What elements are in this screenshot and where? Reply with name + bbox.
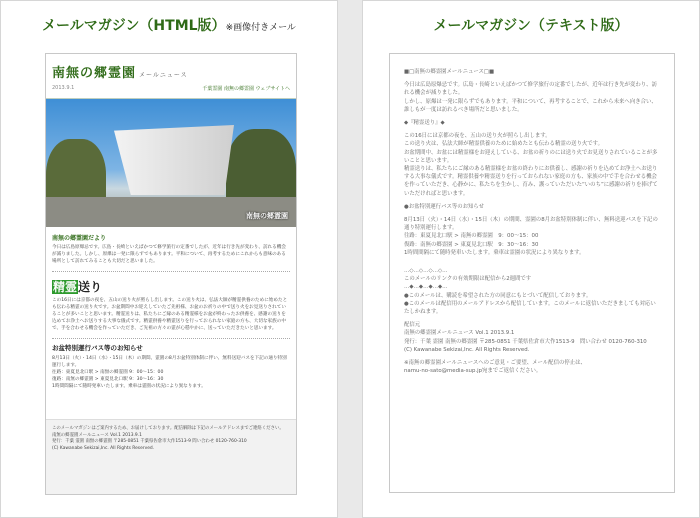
text-line: …◇…◇…◇…◇… bbox=[404, 268, 448, 275]
logo bbox=[52, 62, 188, 81]
text-line: 8月13日（火）・14日（水）・15日（木）の期間、霊園の8月お盆特別体制に伴い、無料送迎バスを下記の通り特別運行します。 bbox=[404, 217, 658, 232]
text-line: ●お盆特別運行バス等のお知らせ bbox=[404, 203, 485, 210]
hero-image bbox=[46, 99, 296, 227]
text-line: 今日は広島原爆忌です。広島・長崎といえばかつて修学旅行の定番でしたが、近年は行き先が変わり、訪れる機会が減りました。 bbox=[404, 82, 657, 97]
monument-shape bbox=[114, 125, 234, 195]
panel-title-note: ※画像付きメール bbox=[225, 23, 296, 33]
text-line: ■□南無の郷霊園メールニュース□■ bbox=[404, 69, 495, 75]
divider bbox=[52, 338, 290, 339]
heading-highlight: 精霊 bbox=[53, 280, 78, 294]
header-link[interactable]: 千葉霊園 南無の郷霊園 ウェブサイトへ bbox=[202, 86, 290, 92]
section-text: 8月13日（火）・14日（水）・15日（木）の期間、霊園の8月お盆特別体制に伴い、無料送迎バスを下記の通り特別運行します。 往路：東夏見北口駅 > 南無の郷霊園 9：00〜15：00 復路：南無の郷霊園 > 東夏見北口駅 9：30〜16：30 1時間間隔にて随時発車いたします。乗車は霊園の状況により異なります。 bbox=[52, 356, 287, 389]
panel-title bbox=[1, 15, 337, 35]
text-line: …◆…◆…◆…◆… bbox=[404, 284, 448, 291]
footer-text: このメールマガジンはご案内するため、お届けしております。配信解除は下記のメールアドレスまでご連絡ください。 南無の郷霊園メールニュース Vol.1 2013.9.1 発行：千葉 霊園 南無の郷霊園 〒285-0851 千葉県佐倉市大作1513-9 問い合わせ 0120-760-310 (C) Kawanabe Sekizai,Inc. All Rights Reserved. bbox=[52, 426, 284, 451]
text-line: ●このメールは配信用のメールアドレスから配信しています。このメールに返信いただきましても対応いたしかねます。 bbox=[404, 300, 656, 316]
text-version-panel bbox=[362, 0, 700, 518]
text-line: お盆期間中、お盆には精霊様をお迎えしている、お盆の祈りのには送り火でお見送りされていることが多いことと思います。 bbox=[404, 149, 658, 164]
text-line: 配信元 bbox=[404, 322, 421, 329]
html-version-panel bbox=[0, 0, 338, 518]
text-line: namu-no-sato@media-sup.jp宛までご返信ください。 bbox=[404, 368, 542, 375]
panel-title: メールマガジン（テキスト版） bbox=[433, 18, 629, 34]
section-text: 今日は広島原爆忌です。広島・長崎といえばかつて修学旅行の定番でしたが、近年は行き先が変わり、訪れる機会が減りました。しかし、原爆は一発に限らずでもあります。平和について、再考するためにこれからも意味のある場所として訪れてみることも大切だと思いました。 bbox=[52, 245, 286, 264]
divider bbox=[52, 271, 290, 272]
section-title: 南無の郷霊園だより bbox=[52, 235, 107, 242]
text-line: (C) Kawanabe Sekizai,Inc. All Rights Reserved. bbox=[404, 346, 530, 353]
issue-date: 2013.9.1 bbox=[52, 85, 75, 91]
text-line: ●このメールは、購読を希望された方の同意にもとづいて配信しております。 bbox=[404, 292, 592, 299]
text-line: 1時間間隔にて随時発車いたします。乗車は霊園の状況により異なります。 bbox=[404, 249, 585, 256]
html-email-preview bbox=[45, 53, 297, 495]
text-line: 復路：南無の郷霊園 > 東夏見北口駅 9：30〜16：30 bbox=[404, 241, 539, 248]
text-line: ◆『精霊送り』◆ bbox=[404, 120, 445, 127]
text-line: 発行：千葉 霊園 南無の郷霊園 〒285-0851 千葉県佐倉市大作1513-9 問い合わせ 0120-760-310 bbox=[404, 338, 647, 345]
heading-rest: 送り bbox=[78, 280, 103, 294]
text-line: ※南無の郷霊園メールニュースへのご意見・ご要望、メール配信の停止は、 bbox=[404, 360, 586, 367]
logo-text: 南無の郷霊園 bbox=[52, 66, 137, 81]
panel-title-text: メールマガジン（HTML版） bbox=[42, 18, 226, 34]
text-line: 南無の郷霊園メールニュース Vol.1 2013.9.1 bbox=[404, 330, 515, 337]
section-heading bbox=[52, 278, 290, 295]
text-email-preview bbox=[389, 53, 675, 493]
text-line: このメールのリンクの有効期限は配信から2週間です bbox=[404, 276, 532, 283]
text-line: 精霊送りは、私たちにご縁のある精霊様をお盆の終わりにお供養し、感謝の祈りを込めてお浄土へお送りする大事な儀式です。精霊供養や精霊送りを行っておられない家庭の方も、家族の中で手を合わせる機会を作っていただき、心静かに、私たちを生かし、育み、護っていただいた“いのち”に感謝の祈りを捧げていただければと思います。 bbox=[404, 166, 658, 197]
section-title: お盆特別運行バス等のお知らせ bbox=[52, 344, 143, 352]
email-header bbox=[46, 54, 296, 99]
text-line: この16日には京都の夜を、五山の送り火が照らし出します。 bbox=[404, 133, 551, 140]
logo-subtitle: メールニュース bbox=[139, 72, 188, 79]
hero-caption: 南無の郷霊園 bbox=[246, 212, 288, 220]
text-line: 往路：東夏見北口駅 > 南無の郷霊園 9：00〜15：00 bbox=[404, 233, 539, 240]
section-text: この16日には京都の夜を、五山の送り火が照らし出します。この送り火は、弘法大師が精霊供養のために始めたとも伝わる精霊の送り火です。お盆期間中お迎えしていたご先祖様、お盆のお祈りの中で送り火をお見送りされていることが多いことと思います。精霊送りは、私たちにご縁のある精霊様をお盆が終わったお供養を、感謝の送りを込めてお浄土へお送りする大事な儀式です。精霊供養や精霊送りを行っておられない家庭の方も、大切な家族の中で、手を合わせる機会を作っていただき、ご先祖の方々の霊が心穏やかに、送っていただきたいと思います。 bbox=[52, 298, 288, 331]
text-line: この送り火は、弘法大師が精霊供養のために始めたとも伝わる精霊の送り火です。 bbox=[404, 141, 604, 148]
email-footer bbox=[46, 419, 296, 494]
text-line: しかし、原爆は一発に限らずでもあります。平和について、再考することで、これから未来へ向き合い、誰しもが一度は訪れるべき場所だと思いました。 bbox=[404, 98, 657, 113]
